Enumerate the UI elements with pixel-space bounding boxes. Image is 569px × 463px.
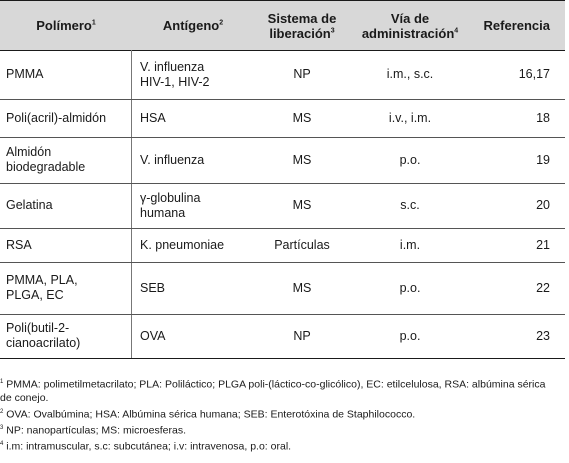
cell-line: 19 xyxy=(536,152,550,167)
cell-line: Almidón xyxy=(6,145,52,159)
header-polimero: Polímero$^1$ xyxy=(36,18,96,33)
cell-line: p.o. xyxy=(399,328,421,343)
cell-via xyxy=(350,198,470,213)
cell-antigeno xyxy=(140,191,255,221)
cell-line: V. influenza xyxy=(140,59,205,74)
row-rule xyxy=(0,314,565,315)
cell-referencia xyxy=(480,198,550,213)
cell-line: 22 xyxy=(536,280,550,295)
footnote-3: $^3$ NP: nanopartículas; MS: microesferas. xyxy=(0,424,187,437)
cell-antigeno xyxy=(140,329,255,344)
cell-line: Gelatina xyxy=(6,198,53,212)
cell-line: s.c. xyxy=(400,198,420,212)
cell-via xyxy=(350,153,470,168)
cell-line: MS xyxy=(292,280,312,295)
cell-referencia xyxy=(480,153,550,168)
cell-referencia xyxy=(480,238,550,253)
cell-antigeno xyxy=(140,238,255,253)
cell-polimero xyxy=(6,198,126,213)
cell-via xyxy=(350,111,470,126)
cell-sistema xyxy=(262,67,342,82)
cell-sistema xyxy=(262,329,342,344)
cell-sistema xyxy=(262,111,342,126)
cell-via xyxy=(350,329,470,344)
row-rule xyxy=(0,183,565,184)
cell-line: PMMA, PLA, xyxy=(6,273,78,287)
cell-antigeno xyxy=(140,281,255,296)
cell-via xyxy=(350,238,470,253)
cell-line: PLGA, EC xyxy=(6,288,64,302)
cell-line: NP xyxy=(293,67,311,81)
cell-line: NP xyxy=(293,328,311,343)
cell-line: humana xyxy=(140,205,186,220)
header-antigeno: Antígeno$^2$ xyxy=(162,18,224,33)
cell-referencia xyxy=(480,329,550,344)
cell-line: PMMA xyxy=(6,67,44,81)
cell-antigeno xyxy=(140,111,255,126)
row-rule xyxy=(0,228,565,229)
cell-sistema xyxy=(262,153,342,168)
cell-line: HSA xyxy=(140,110,166,125)
cell-line: 23 xyxy=(536,328,550,343)
footnote-1: $^1$ PMMA: polimetilmetacrilato; PLA: Poliláctico; PLGA poli-(láctico-co-glicólico), EC: etilcelulosa, RSA: albúmina sérica de conejo. xyxy=(0,378,546,404)
cell-via xyxy=(350,67,470,82)
cell-polimero xyxy=(6,145,126,175)
cell-sistema xyxy=(262,281,342,296)
cell-line: MS xyxy=(292,198,312,212)
header-via: Vía de administración$^4$ xyxy=(361,11,459,41)
row-rule xyxy=(0,99,565,100)
cell-antigeno xyxy=(140,153,255,168)
cell-polimero xyxy=(6,321,126,351)
cell-line: i.v., i.m. xyxy=(388,110,432,125)
cell-sistema xyxy=(262,198,342,213)
cell-antigeno xyxy=(140,60,255,90)
cell-polimero xyxy=(6,238,126,253)
row-rule xyxy=(0,137,565,138)
cell-referencia xyxy=(480,67,550,82)
cell-line: OVA xyxy=(140,328,166,343)
cell-line: i.m. xyxy=(399,237,421,252)
cell-referencia xyxy=(480,111,550,126)
cell-line: MS xyxy=(292,110,312,125)
cell-sistema xyxy=(262,238,342,253)
cell-line: 16,17 xyxy=(518,67,550,81)
footnote-4: $^4$ i.m: intramuscular, s.c: subcutánea; i.v: intravenosa, p.o: oral. xyxy=(0,440,292,453)
bottom-rule xyxy=(0,358,565,359)
header-sistema: Sistema de liberación$^3$ xyxy=(267,11,337,41)
cell-referencia xyxy=(480,281,550,296)
cell-line: K. pneumoniae xyxy=(140,237,225,252)
cell-line: p.o. xyxy=(399,280,421,295)
cell-line: V. influenza xyxy=(140,152,205,167)
column-divider xyxy=(131,50,132,358)
top-rule xyxy=(0,0,565,1)
cell-line: p.o. xyxy=(399,152,421,167)
cell-line: HIV-1, HIV-2 xyxy=(140,74,210,89)
cell-line: 20 xyxy=(536,198,550,212)
cell-line: MS xyxy=(292,152,312,167)
footnote-2: $^2$ OVA: Ovalbúmina; HSA: Albúmina sérica humana; SEB: Enterotóxina de Staphilococco. xyxy=(0,408,416,421)
cell-line: biodegradable xyxy=(6,160,86,174)
cell-line: 21 xyxy=(536,237,550,252)
cell-line: Partículas xyxy=(274,237,330,252)
cell-line: Poli(butil-2- xyxy=(6,321,70,335)
cell-line: i.m., s.c. xyxy=(386,67,434,81)
row-rule xyxy=(0,262,565,263)
cell-polimero xyxy=(6,273,126,303)
cell-line: cianoacrilato) xyxy=(6,336,81,350)
header-rule xyxy=(0,50,565,51)
cell-via xyxy=(350,281,470,296)
cell-line: SEB xyxy=(140,280,166,295)
cell-polimero xyxy=(6,111,126,126)
cell-line: Poli(acril)-almidón xyxy=(6,110,107,125)
cell-line: 18 xyxy=(536,110,550,125)
cell-polimero xyxy=(6,67,126,82)
cell-line: RSA xyxy=(6,237,32,252)
cell-line: γ-globulina xyxy=(140,190,201,205)
header-referencia: Referencia xyxy=(483,18,550,33)
